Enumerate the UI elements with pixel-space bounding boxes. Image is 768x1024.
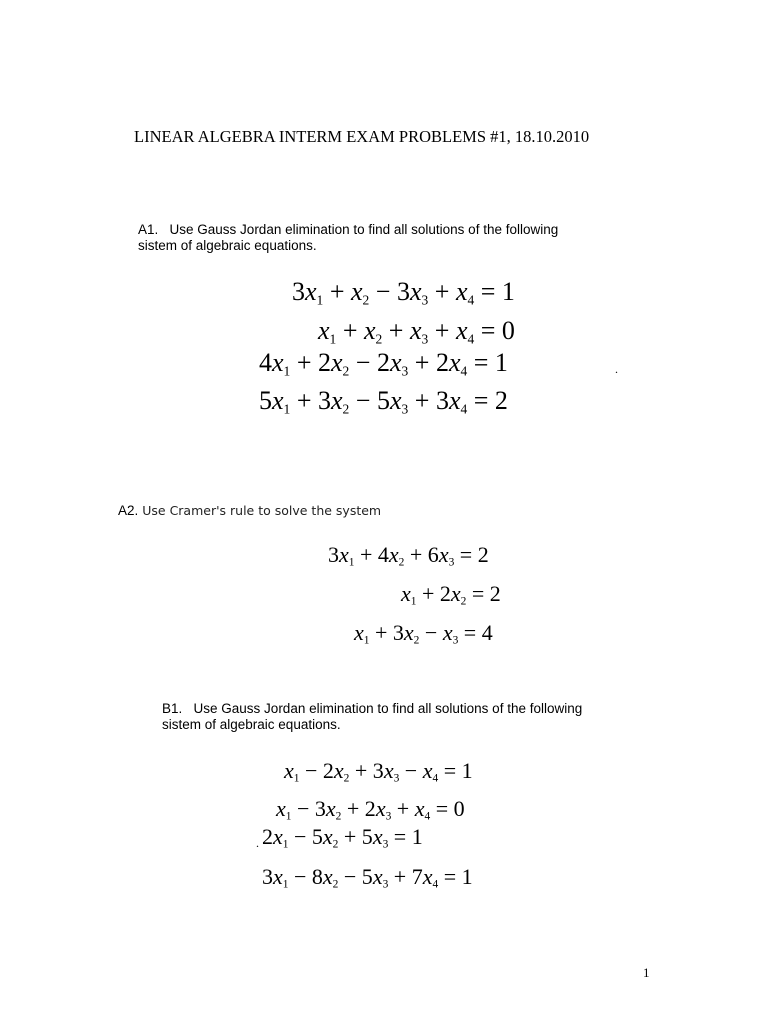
equation-term: 4	[259, 348, 272, 377]
equation-subscript: 4	[467, 331, 475, 347]
equation-variable: x	[305, 277, 317, 306]
equation-variable: x	[448, 348, 461, 377]
equation-term: 2	[262, 824, 273, 849]
equation	[262, 864, 473, 891]
equation-subscript: 2	[375, 331, 383, 347]
equation-subscript: 1	[283, 401, 291, 417]
equation	[328, 542, 489, 569]
equation-variable: x	[325, 796, 336, 821]
problem-a1-line2: sistem of algebraic equations.	[138, 238, 317, 253]
problem-b1-text	[162, 701, 582, 733]
equation-variable: x	[448, 386, 461, 415]
equation-subscript: 4	[432, 878, 439, 891]
equation-variable: x	[409, 277, 422, 306]
equation-subscript: 2	[332, 878, 339, 891]
equation-variable: x	[333, 758, 344, 783]
equation-variable: x	[372, 824, 383, 849]
equation-term: − 8	[288, 864, 323, 889]
equation-subscript: 1	[282, 878, 289, 891]
equation-term: + 2	[290, 348, 331, 377]
equation-term: − 2	[299, 758, 334, 783]
equation-term: +	[336, 316, 364, 345]
equation-variable: x	[322, 824, 333, 849]
equation-variable: x	[450, 581, 461, 606]
equation	[318, 316, 515, 347]
equation-term: = 2	[454, 542, 489, 567]
equation-subscript: 1	[293, 772, 300, 785]
equation-term: 3	[328, 542, 339, 567]
equation-term: = 1	[388, 824, 423, 849]
equation	[276, 796, 465, 823]
equation-term: − 3	[369, 277, 410, 306]
equation-variable: x	[455, 277, 468, 306]
problem-a1-text	[138, 222, 558, 254]
equation-term: +	[382, 316, 410, 345]
equation-term: 3	[292, 277, 305, 306]
equation-term: 5	[259, 386, 272, 415]
equation-subscript: 1	[329, 331, 337, 347]
equation-variable: x	[455, 316, 468, 345]
equation-variable: x	[318, 316, 330, 345]
equation-subscript: 3	[401, 363, 409, 379]
equation-variable: x	[388, 542, 399, 567]
equation-variable: x	[363, 316, 376, 345]
equation-variable: x	[322, 864, 333, 889]
equation-subscript: 1	[285, 810, 292, 823]
equation-term: +	[428, 277, 456, 306]
equation-variable: x	[409, 316, 422, 345]
equation-term: + 3	[349, 758, 384, 783]
equation-variable: x	[276, 796, 286, 821]
equation-variable: x	[273, 864, 283, 889]
leading-mark: .	[256, 836, 259, 850]
equation-variable: x	[401, 581, 411, 606]
equation-subscript: 1	[316, 292, 324, 308]
problem-a1-line1: Use Gauss Jordan elimination to find all solutions of the following	[169, 222, 559, 237]
equation-subscript: 1	[348, 556, 355, 569]
problem-a1-id: A1.	[138, 222, 159, 237]
equation-term: = 1	[438, 864, 473, 889]
equation-subscript: 3	[452, 634, 459, 647]
equation-subscript: 4	[467, 292, 475, 308]
equation-subscript: 1	[363, 634, 370, 647]
equation-subscript: 2	[335, 810, 342, 823]
equation-term: + 4	[354, 542, 389, 567]
problem-a2-id: A2.	[118, 503, 139, 518]
equation-term: + 5	[338, 824, 373, 849]
equation-variable: x	[350, 277, 363, 306]
equation	[259, 348, 508, 379]
problem-b1-id: B1.	[162, 701, 183, 716]
equation-variable: x	[272, 386, 284, 415]
equation-subscript: 2	[342, 401, 350, 417]
equation-variable: x	[375, 796, 386, 821]
equation-subscript: 4	[424, 810, 431, 823]
equation-variable: x	[284, 758, 294, 783]
equation-variable: x	[438, 542, 449, 567]
equation-term: + 3	[290, 386, 331, 415]
equation-subscript: 1	[283, 363, 291, 379]
equation	[259, 386, 508, 417]
equation-term: = 2	[467, 386, 508, 415]
equation-variable: x	[442, 620, 453, 645]
equation-subscript: 1	[410, 595, 417, 608]
equation-term: +	[323, 277, 351, 306]
equation-term: − 5	[349, 386, 390, 415]
equation-term: − 5	[338, 864, 373, 889]
equation-variable: x	[339, 542, 349, 567]
problem-a2-instruction: Use Cramer's rule to solve the system	[138, 503, 382, 518]
equation-variable: x	[330, 348, 343, 377]
equation-term: + 3	[369, 620, 404, 645]
equation-variable: x	[389, 386, 402, 415]
equation-subscript: 2	[413, 634, 420, 647]
trailing-mark: .	[615, 362, 618, 376]
equation-variable: x	[330, 386, 343, 415]
equation-subscript: 2	[398, 556, 405, 569]
equation-term: −	[399, 758, 423, 783]
equation-term: = 2	[466, 581, 501, 606]
equation-term: +	[391, 796, 415, 821]
page-number: 1	[643, 965, 650, 980]
equation-term: = 4	[458, 620, 493, 645]
equation-variable: x	[414, 796, 425, 821]
equation-subscript: 2	[460, 595, 467, 608]
equation-subscript: 2	[362, 292, 370, 308]
equation-term: −	[419, 620, 443, 645]
equation-term: = 1	[474, 277, 515, 306]
equation-subscript: 1	[282, 838, 289, 851]
equation-variable: x	[354, 620, 364, 645]
equation-subscript: 3	[401, 401, 409, 417]
equation-term: +	[428, 316, 456, 345]
equation-term: = 0	[430, 796, 465, 821]
equation-variable: x	[403, 620, 414, 645]
exam-title: LINEAR ALGEBRA INTERM EXAM PROBLEMS #1, 18.10.2010	[134, 127, 590, 146]
equation	[292, 277, 515, 308]
equation-term: − 3	[291, 796, 326, 821]
equation-variable: x	[273, 824, 283, 849]
equation-subscript: 3	[393, 772, 400, 785]
equation-subscript: 3	[421, 331, 429, 347]
equation-term: − 5	[288, 824, 323, 849]
equation-subscript: 4	[460, 401, 468, 417]
problem-b1-line2: sistem of algebraic equations.	[162, 717, 341, 732]
problem-a2-text	[118, 503, 381, 518]
equation-variable: x	[422, 758, 433, 783]
equation-term: − 2	[349, 348, 390, 377]
equation-subscript: 2	[332, 838, 339, 851]
equation-term: = 1	[438, 758, 473, 783]
equation-subscript: 3	[448, 556, 455, 569]
equation-variable: x	[383, 758, 394, 783]
equation-subscript: 4	[432, 772, 439, 785]
equation-subscript: 3	[421, 292, 429, 308]
equation-subscript: 3	[382, 878, 389, 891]
equation	[262, 824, 423, 851]
equation-term: + 6	[404, 542, 439, 567]
equation-subscript: 2	[343, 772, 350, 785]
equation-term: 3	[262, 864, 273, 889]
equation-variable: x	[422, 864, 433, 889]
equation-term: + 7	[388, 864, 423, 889]
problem-b1-line1: Use Gauss Jordan elimination to find all solutions of the following	[193, 701, 583, 716]
equation-term: + 2	[416, 581, 451, 606]
equation-term: + 2	[341, 796, 376, 821]
equation-term: + 3	[408, 386, 449, 415]
equation-variable: x	[372, 864, 383, 889]
equation-subscript: 4	[460, 363, 468, 379]
equation-variable: x	[389, 348, 402, 377]
equation	[284, 758, 473, 785]
equation	[401, 581, 501, 608]
equation-variable: x	[272, 348, 284, 377]
equation-subscript: 2	[342, 363, 350, 379]
equation	[354, 620, 493, 647]
equation-subscript: 3	[382, 838, 389, 851]
equation-term: = 1	[467, 348, 508, 377]
equation-subscript: 3	[385, 810, 392, 823]
equation-term: + 2	[408, 348, 449, 377]
equation-term: = 0	[474, 316, 515, 345]
